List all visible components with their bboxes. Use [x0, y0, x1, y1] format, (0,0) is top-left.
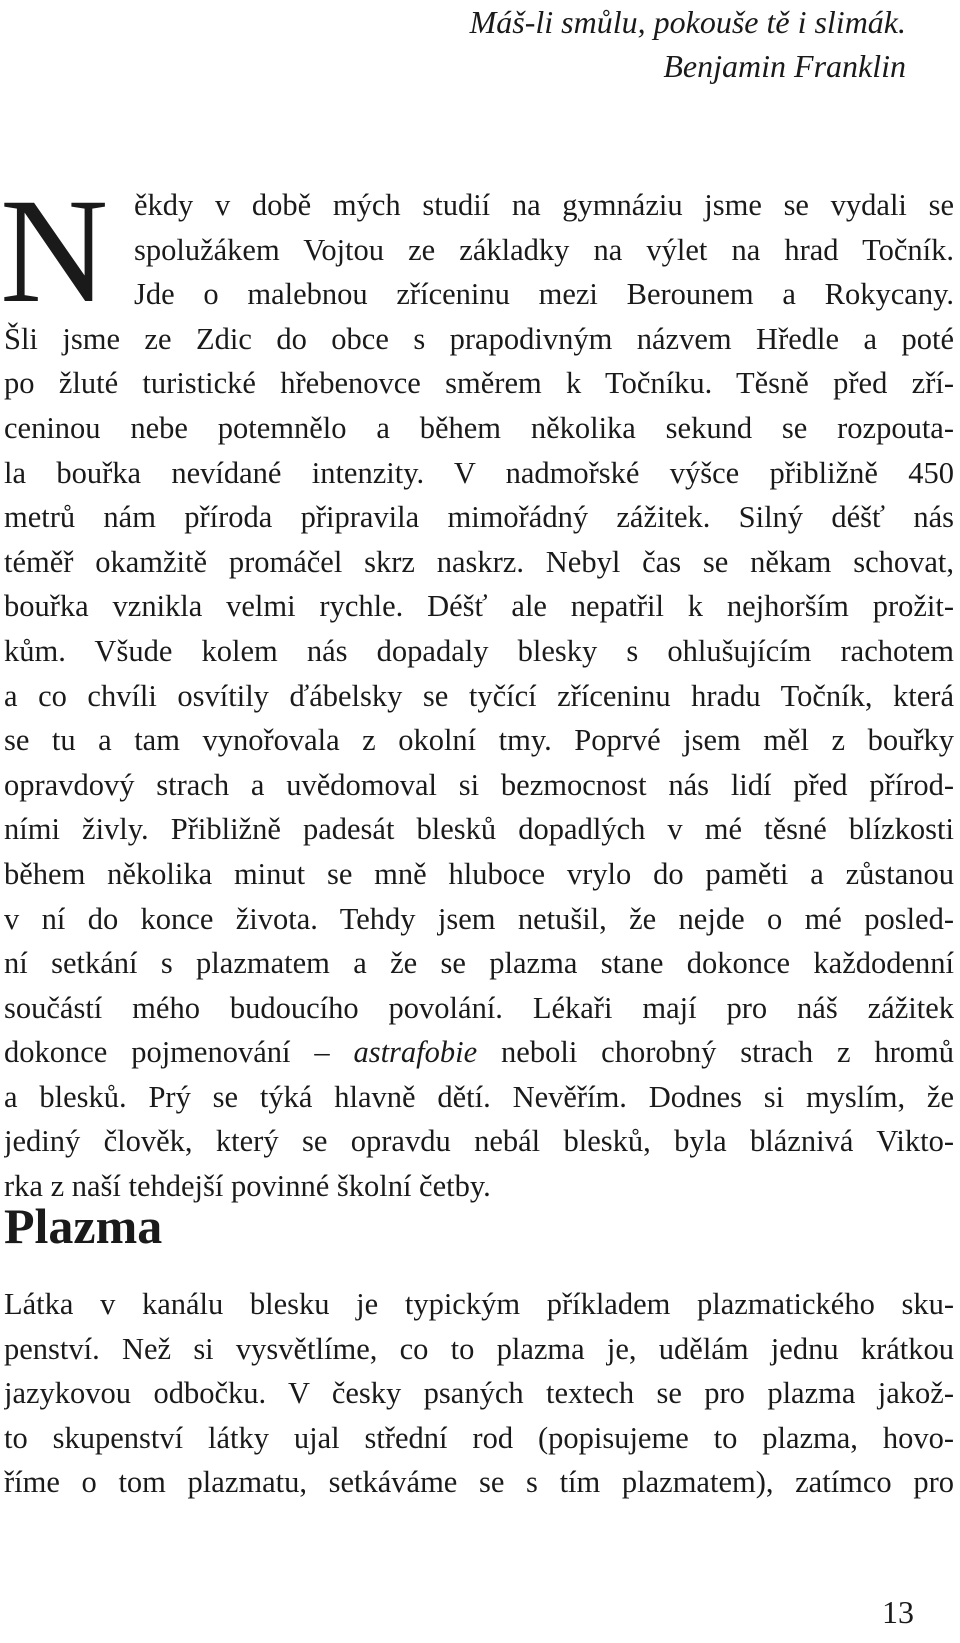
line-segment: neboli chorobný strach z hromů: [477, 1035, 954, 1070]
section-heading: Plazma: [4, 1198, 163, 1254]
paragraph-line: po žluté turistické hřebenovce směrem k Točníku. Těsně před zří-: [4, 366, 954, 401]
paragraph-line-with-term: [4, 1030, 954, 1075]
paragraph-line: téměř okamžitě promáčel skrz naskrz. Nebyl čas se někam schovat,: [4, 544, 954, 579]
paragraph-line: ěkdy v době mých studií na gymnáziu jsme se vydali se: [134, 188, 954, 222]
paragraph-line: bouřka vznikla velmi rychle. Déšť ale nepatřil k nejhorším prožit-: [4, 589, 954, 624]
paragraph-line: to skupenství látky ujal střední rod (popisujeme to plazma, hovo-: [4, 1420, 954, 1455]
paragraph-line: součástí mého budoucího povolání. Lékaři mají pro náš zážitek: [4, 990, 954, 1025]
paragraph-line: ními živly. Přibližně padesát blesků dopadlých v mé těsné blízkosti: [4, 812, 954, 847]
paragraph-line: a blesků. Prý se týká hlavně dětí. Nevěřím. Dodnes si myslím, že: [4, 1079, 954, 1114]
epigraph: [470, 0, 906, 88]
paragraph-line: jediný člověk, který se opravdu nebál blesků, byla bláznivá Vikto-: [4, 1124, 954, 1159]
paragraph-line: říme o tom plazmatu, setkáváme se s tím plazmatem), zatímco pro: [4, 1465, 954, 1500]
paragraph-line: spolužákem Vojtou ze základky na výlet na hrad Točník.: [134, 232, 954, 267]
paragraph-line: v ní do konce života. Tehdy jsem netušil, že nejde o mé posled-: [4, 901, 954, 936]
paragraph-line: během několika minut se mně hluboce vrylo do paměti a zůstanou: [4, 856, 954, 891]
paragraph-line: penství. Než si vysvětlíme, co to plazma je, udělám jednu krátkou: [4, 1331, 954, 1366]
section-1-paragraph: [4, 183, 954, 1209]
paragraph-line: Jde o malebnou zříceninu mezi Berounem a Rokycany.: [134, 277, 954, 312]
paragraph-line: Šli jsme ze Zdic do obce s prapodivným názvem Hředle a poté: [4, 321, 954, 356]
paragraph-line: la bouřka nevídané intenzity. V nadmořské výšce přibližně 450: [4, 455, 954, 490]
paragraph-line: opravdový strach a uvědomoval si bezmocnost nás lidí před přírod-: [4, 767, 954, 802]
paragraph-line: Látka v kanálu blesku je typickým příkladem plazmatického sku-: [4, 1287, 954, 1321]
paragraph-line: metrů nám příroda připravila mimořádný zážitek. Silný déšť nás: [4, 500, 954, 535]
paragraph-line: ní setkání s plazmatem a že se plazma stane dokonce každodenní: [4, 946, 954, 981]
paragraph-line: se tu a tam vynořovala z okolní tmy. Poprvé jsem měl z bouřky: [4, 723, 954, 758]
paragraph-line: kům. Všude kolem nás dopadaly blesky s ohlušujícím rachotem: [4, 633, 954, 668]
paragraph-line: jazykovou odbočku. V česky psaných textech se pro plazma jakož-: [4, 1376, 954, 1411]
line-segment: dokonce pojmenování –: [4, 1035, 354, 1070]
epigraph-quote: Máš-li smůlu, pokouše tě i slimák.: [469, 4, 906, 40]
page-number: 13: [882, 1594, 914, 1630]
drop-cap-letter: N: [0, 168, 109, 334]
epigraph-author: Benjamin Franklin: [663, 48, 906, 84]
paragraph-line-last: rka z naší tehdejší povinné školní četby.: [4, 1169, 491, 1204]
italic-term: astrafobie: [353, 1035, 478, 1070]
section-2-paragraph: [4, 1282, 954, 1505]
paragraph-line: ceninou nebe potemnělo a během několika sekund se rozpouta-: [4, 410, 954, 445]
paragraph-line: a co chvíli osvítily ďábelsky se tyčící zříceninu hradu Točník, která: [4, 678, 954, 713]
